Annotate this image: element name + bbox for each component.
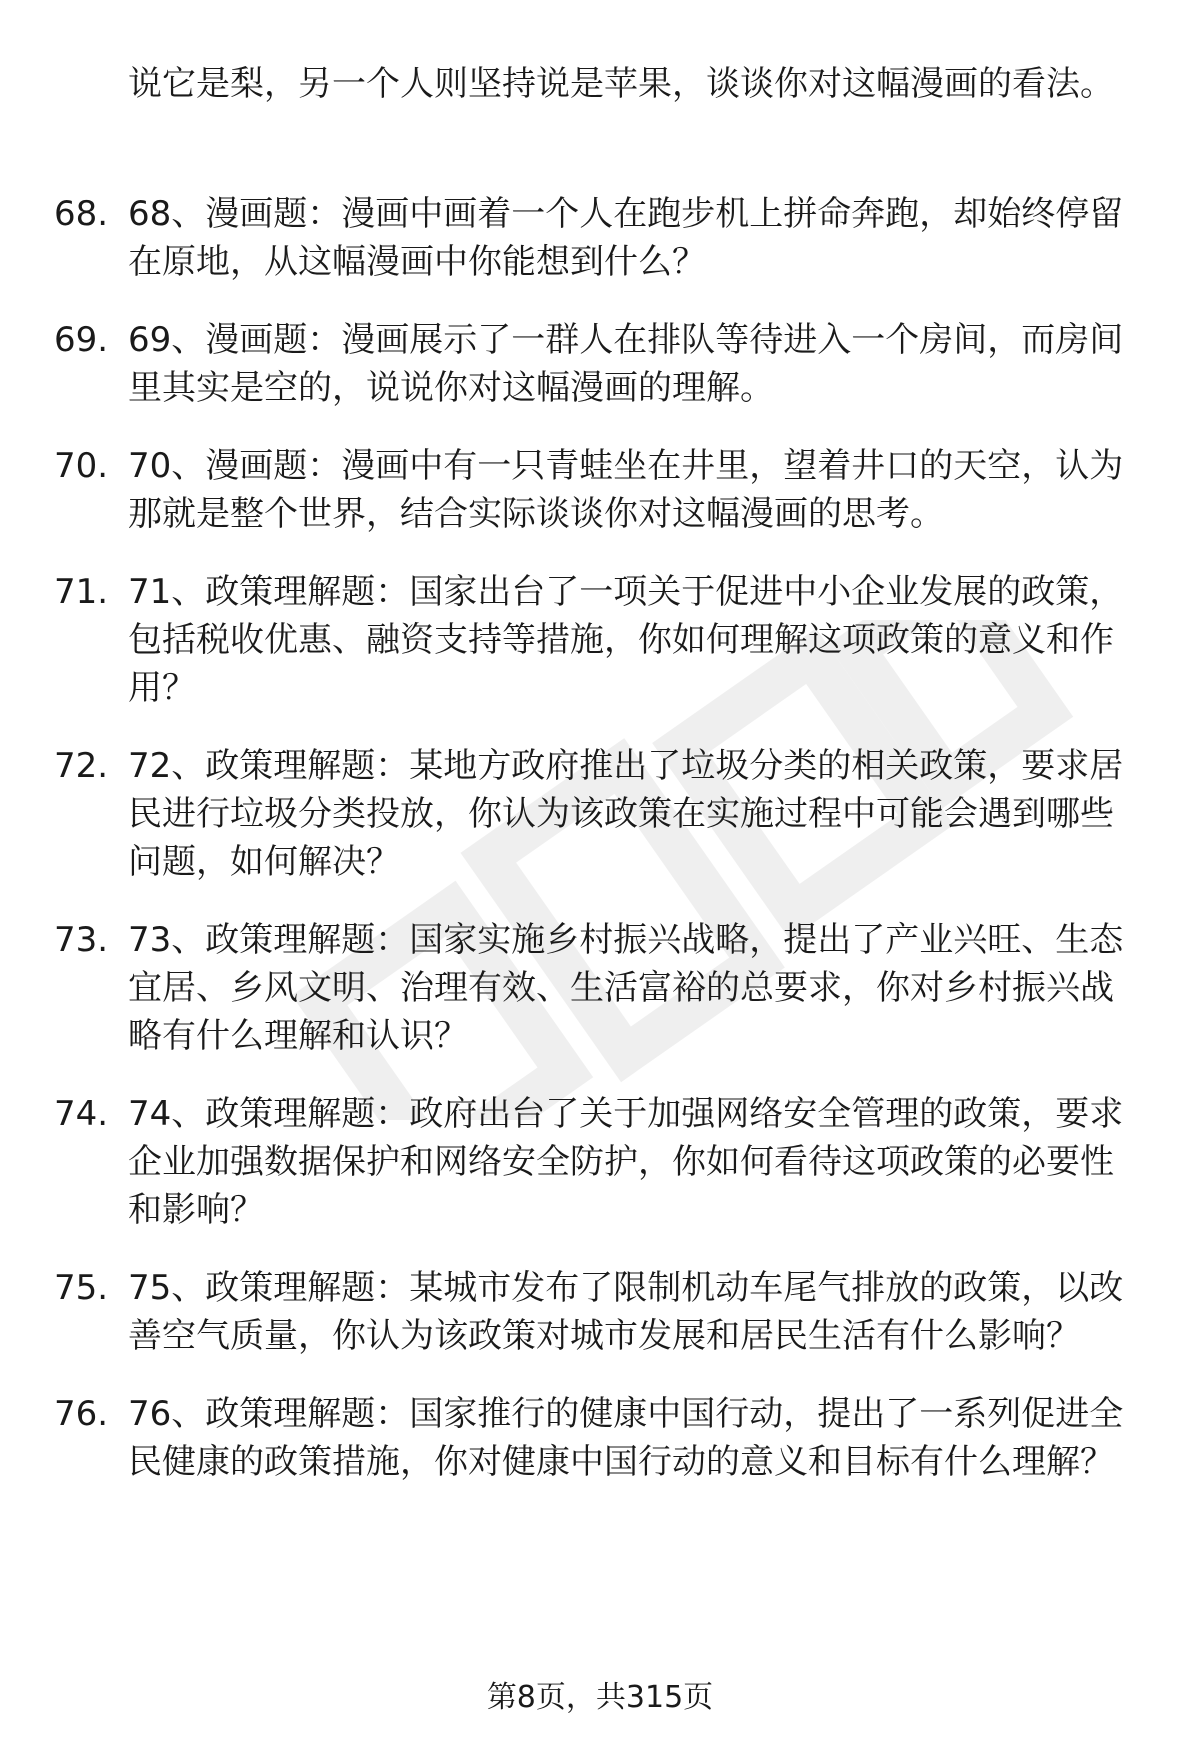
question-number: 70. xyxy=(54,446,109,486)
question-text: 68、漫画题：漫画中画着一个人在跑步机上拼命奔跑，却始终停留在原地，从这幅漫画中你能想到什么？ xyxy=(128,194,1124,282)
question-item xyxy=(0,1390,1200,1486)
question-item xyxy=(0,742,1200,886)
question-item xyxy=(0,442,1200,538)
question-item xyxy=(0,316,1200,412)
question-item xyxy=(0,1264,1200,1360)
question-text: 72、政策理解题：某地方政府推出了垃圾分类的相关政策，要求居民进行垃圾分类投放，你认为该政策在实施过程中可能会遇到哪些问题，如何解决？ xyxy=(128,746,1124,882)
question-item xyxy=(0,1090,1200,1234)
question-number: 71. xyxy=(54,572,109,612)
question-text: 71、政策理解题：国家出台了一项关于促进中小企业发展的政策，包括税收优惠、融资支持等措施，你如何理解这项政策的意义和作用？ xyxy=(128,572,1124,708)
question-number: 69. xyxy=(54,320,109,360)
page-footer: 第8页，共315页 xyxy=(486,1680,714,1715)
question-text: 70、漫画题：漫画中有一只青蛙坐在井里，望着井口的天空，认为那就是整个世界，结合实际谈谈你对这幅漫画的思考。 xyxy=(128,446,1124,534)
question-number: 75. xyxy=(54,1268,109,1308)
question-number: 73. xyxy=(54,920,109,960)
question-item xyxy=(0,568,1200,712)
question-text: 75、政策理解题：某城市发布了限制机动车尾气排放的政策，以改善空气质量，你认为该政策对城市发展和居民生活有什么影响？ xyxy=(128,1268,1124,1356)
question-text: 69、漫画题：漫画展示了一群人在排队等待进入一个房间，而房间里其实是空的，说说你对这幅漫画的理解。 xyxy=(128,320,1124,408)
question-item xyxy=(0,190,1200,286)
question-text: 74、政策理解题：政府出台了关于加强网络安全管理的政策，要求企业加强数据保护和网络安全防护，你如何看待这项政策的必要性和影响？ xyxy=(128,1094,1124,1230)
intro-paragraph: 说它是梨，另一个人则坚持说是苹果，谈谈你对这幅漫画的看法。 xyxy=(128,64,1114,104)
question-number: 76. xyxy=(54,1394,109,1434)
question-number: 74. xyxy=(54,1094,109,1134)
question-number: 68. xyxy=(54,194,109,234)
question-item xyxy=(0,916,1200,1060)
question-list xyxy=(0,190,1200,1516)
question-text: 76、政策理解题：国家推行的健康中国行动，提出了一系列促进全民健康的政策措施，你对健康中国行动的意义和目标有什么理解？ xyxy=(128,1394,1124,1482)
question-number: 72. xyxy=(54,746,109,786)
question-text: 73、政策理解题：国家实施乡村振兴战略，提出了产业兴旺、生态宜居、乡风文明、治理有效、生活富裕的总要求，你对乡村振兴战略有什么理解和认识？ xyxy=(128,920,1124,1056)
